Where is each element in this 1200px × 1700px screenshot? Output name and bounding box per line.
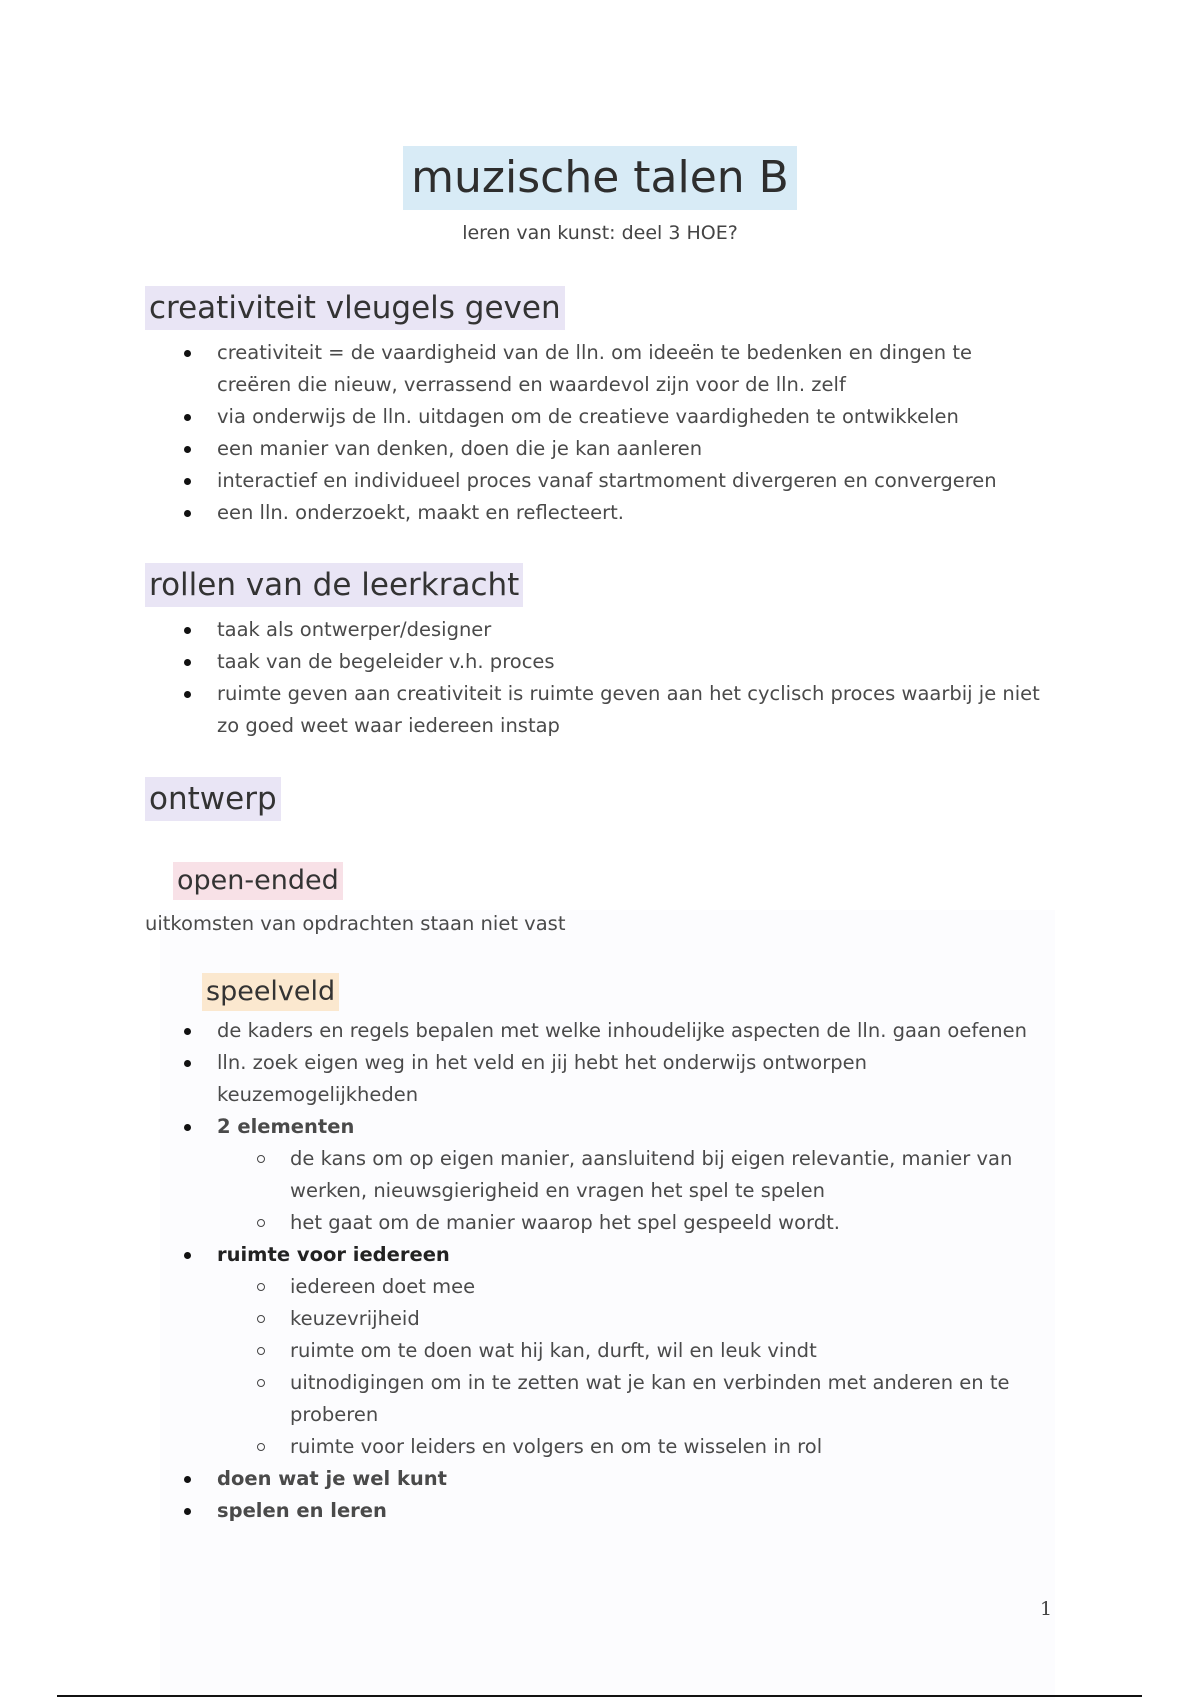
list-item: een lln. onderzoekt, maakt en reflecteert. — [0, 497, 1047, 529]
sub-list-item: iedereen doet mee — [0, 1271, 1050, 1303]
list-item: taak als ontwerper/designer — [0, 614, 1047, 646]
ruimte-bold: ruimte — [217, 1243, 291, 1266]
ruimte-rest: voor iedereen — [290, 1243, 450, 1266]
heading-speelveld: speelveld — [202, 973, 339, 1011]
list-speelveld — [0, 1015, 1200, 1527]
list-item: ruimte geven aan creativiteit is ruimte geven aan het cyclisch proces waarbij je niet zo goed weet waar iedereen instap — [0, 678, 1047, 742]
list-item: de kaders en regels bepalen met welke inhoudelijke aspecten de lln. gaan oefenen — [0, 1015, 1047, 1047]
list-creativiteit — [0, 337, 1200, 529]
list-item: via onderwijs de lln. uitdagen om de creatieve vaardigheden te ontwikkelen — [0, 401, 1047, 433]
page-subtitle: leren van kunst: deel 3 HOE? — [462, 222, 738, 244]
list-item: een manier van denken, doen die je kan aanleren — [0, 433, 1047, 465]
list-item: taak van de begeleider v.h. proces — [0, 646, 1047, 678]
open-ended-text: uitkomsten van opdrachten staan niet vast — [145, 912, 566, 935]
sub-list-item: de kans om op eigen manier, aansluitend bij eigen relevantie, manier van werken, nieuwsgierigheid en vragen het spel te spelen — [0, 1143, 1050, 1207]
sub-list-item: keuzevrijheid — [0, 1303, 1050, 1335]
list-item-spelen: spelen en leren — [0, 1495, 1047, 1527]
list-item: creativiteit = de vaardigheid van de lln. om ideeën te bedenken en dingen te creëren die nieuw, verrassend en waardevol zijn voor de lln. zelf — [0, 337, 1047, 401]
list-item-elementen: 2 elementen — [0, 1111, 1047, 1143]
heading-rollen: rollen van de leerkracht — [145, 563, 523, 607]
page-title: muzische talen B — [403, 146, 797, 210]
sub-list-item: ruimte voor leiders en volgers en om te wisselen in rol — [0, 1431, 1050, 1463]
heading-open-ended: open-ended — [173, 862, 343, 900]
list-item: lln. zoek eigen weg in het veld en jij hebt het onderwijs ontworpen keuzemogelijkheden — [0, 1047, 1047, 1111]
heading-ontwerp: ontwerp — [145, 777, 281, 821]
heading-creativiteit: creativiteit vleugels geven — [145, 286, 565, 330]
list-item-ruimte — [0, 1239, 1047, 1271]
bottom-rule — [57, 1695, 1142, 1697]
sub-list-item: uitnodigingen om in te zetten wat je kan en verbinden met anderen en te proberen — [0, 1367, 1050, 1431]
list-item-doen: doen wat je wel kunt — [0, 1463, 1047, 1495]
list-rollen — [0, 614, 1200, 742]
sub-list-item: ruimte om te doen wat hij kan, durft, wil en leuk vindt — [0, 1335, 1050, 1367]
title-wrapper — [0, 146, 1200, 210]
list-item: interactief en individueel proces vanaf startmoment divergeren en convergeren — [0, 465, 1047, 497]
page-number: 1 — [1040, 1598, 1053, 1620]
sub-list-item: het gaat om de manier waarop het spel gespeeld wordt. — [0, 1207, 1050, 1239]
